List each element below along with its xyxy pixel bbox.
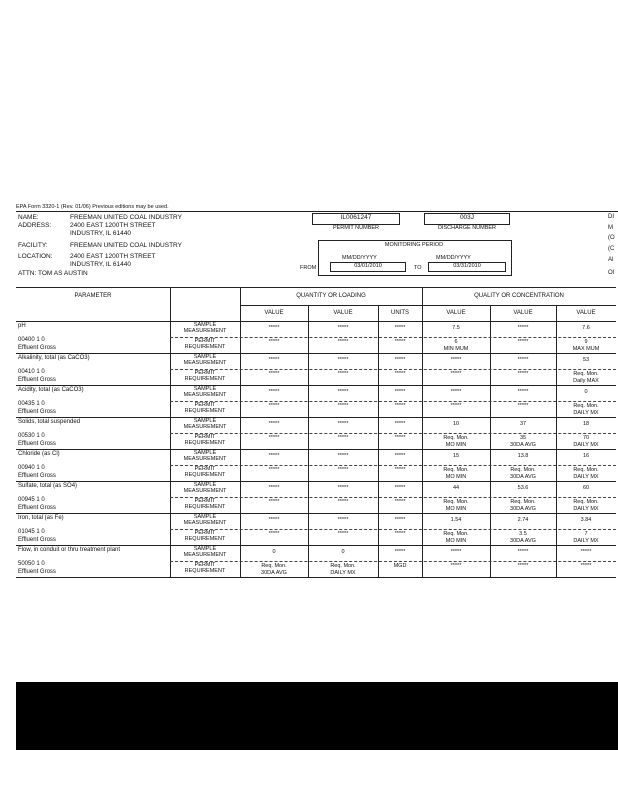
location-line2: INDUSTRY, IL 61440 [70,261,131,268]
permit-value: Req. Mon. DAILY MX [573,403,599,416]
permit-value: Req. Mon. 30DA AVG [510,499,536,512]
sample-value: ***** [268,389,280,395]
row-divider [16,545,616,546]
sample-value: 10 [452,421,460,427]
row-sub-divider [170,433,616,434]
sample-value: ***** [517,357,529,363]
sample-value: ***** [337,517,349,523]
row-sub-divider [170,561,616,562]
edge-letter: (O [608,235,615,241]
sample-measurement-label: SAMPLE MEASUREMENT [183,322,227,334]
header-subrule [240,305,616,306]
sample-value: ***** [268,517,280,523]
permit-value: ***** [394,467,406,473]
permit-value: ***** [450,371,462,377]
permit-value: ***** [268,531,280,537]
sample-value: ***** [337,389,349,395]
permit-value: ***** [268,403,280,409]
permit-number: IL0061247 [340,214,372,221]
sample-value: 3.84 [580,517,592,523]
permit-value: Req. Mon. MO MIN [443,467,469,480]
permit-requirement-label: PERMIT REQUIREMENT [184,498,226,510]
sample-measurement-label: SAMPLE MEASUREMENT [183,482,227,494]
to-date-box [428,262,506,272]
row-divider [16,481,616,482]
permit-value: 35 30DA AVG [510,435,536,448]
address-line2: INDUSTRY, IL 61440 [70,230,131,237]
permit-value: ***** [450,563,462,569]
sample-value: 37 [519,421,527,427]
permit-requirement-label: PERMIT REQUIREMENT [184,466,226,478]
parameter-code: 50050 1 0 [18,561,45,567]
parameter-name: Flow, in conduit or thru treatment plant [18,547,121,553]
parameter-name: Solids, total suspended [18,419,81,425]
permit-value: ***** [337,371,349,377]
from-label: FROM [300,265,317,271]
column-header-3: UNITS [391,310,409,316]
sample-value: ***** [337,485,349,491]
parameter-type: Effluent Gross [18,505,56,511]
row-divider [16,449,616,450]
to-format: MM/DD/YYYY [436,255,471,261]
permit-value: ***** [394,499,406,505]
sample-value: 13.8 [517,453,529,459]
sample-value: ***** [268,485,280,491]
sample-value: ***** [580,549,592,555]
sample-value: 1.54 [450,517,462,523]
address-line1: 2400 EAST 1200TH STREET [70,222,156,229]
column-header-2: VALUE [333,310,353,316]
parameter-type: Effluent Gross [18,345,56,351]
permit-value: ***** [517,563,529,569]
sample-value: ***** [450,549,462,555]
permit-value: ***** [517,403,529,409]
header-bottom-rule [16,321,616,322]
sample-value: ***** [394,357,406,363]
sample-value: 60 [582,485,590,491]
parameter-type: Effluent Gross [18,377,56,383]
row-sub-divider [170,337,616,338]
row-divider [16,513,616,514]
sample-value: ***** [517,389,529,395]
permit-requirement-label: PERMIT REQUIREMENT [184,338,226,350]
permit-value: ***** [394,435,406,441]
sample-value: 2.74 [517,517,529,523]
permit-value: ***** [337,339,349,345]
sample-measurement-label: SAMPLE MEASUREMENT [183,386,227,398]
row-sub-divider [170,369,616,370]
row-divider [16,417,616,418]
permit-value: ***** [337,467,349,473]
permit-value: ***** [394,531,406,537]
edge-letter: Al [608,257,614,263]
permit-value: 7 DAILY MX [573,531,599,544]
edge-letter: DI [608,214,614,220]
permit-value: Req. Mon. MO MIN [443,499,469,512]
form-note: EPA Form 3320-1 (Rev. 01/06) Previous editions may be used. [16,204,169,210]
permit-value: 9 MAX MUM [572,339,600,352]
permit-value: ***** [394,339,406,345]
sample-value: ***** [450,357,462,363]
location-line1: 2400 EAST 1200TH STREET [70,253,156,260]
permit-value: ***** [517,371,529,377]
sample-value: ***** [394,421,406,427]
sample-value: 16 [582,453,590,459]
edge-letter: (C [608,246,615,252]
to-label: TO [414,265,422,271]
sample-measurement-label: SAMPLE MEASUREMENT [183,514,227,526]
permit-value: 6 MIN MUM [443,339,469,352]
attn-line: ATTN: TOM AS AUSTIN [18,270,88,277]
parameter-name: Alkalinity, total (as CaCO3) [18,355,90,361]
sample-value: ***** [337,453,349,459]
sample-value: ***** [450,389,462,395]
permit-value: ***** [337,435,349,441]
sample-value: ***** [394,325,406,331]
parameter-type: Effluent Gross [18,441,56,447]
quality-header: QUALITY OR CONCENTRATION [474,293,564,299]
parameter-code: 01045 1 0 [18,529,45,535]
permit-value: Req. Mon. 30DA AVG [510,467,536,480]
discharge-number-label: DISCHARGE NUMBER [437,225,497,231]
permit-requirement-label: PERMIT REQUIREMENT [184,530,226,542]
sample-value: ***** [337,325,349,331]
permit-value: ***** [337,531,349,537]
permit-requirement-label: PERMIT REQUIREMENT [184,434,226,446]
sample-value: ***** [394,389,406,395]
permit-requirement-label: PERMIT REQUIREMENT [184,370,226,382]
name-value: FREEMAN UNITED COAL INDUSTRY [70,214,182,221]
permit-value: Req. Mon. DAILY MX [573,467,599,480]
from-date-box [330,262,406,272]
from-format: MM/DD/YYYY [342,255,377,261]
parameter-code: 00435 1 0 [18,401,45,407]
sample-value: 0 [272,549,276,555]
permit-value: ***** [268,499,280,505]
permit-value: ***** [337,499,349,505]
permit-value: 3.5 30DA AVG [510,531,536,544]
top-rule [16,211,618,212]
permit-value: Req. Mon. 30DA AVG [261,563,287,576]
location-label: LOCATION: [18,253,53,260]
dmr-table [16,287,616,607]
sample-value: ***** [394,517,406,523]
sample-value: 15 [452,453,460,459]
sample-value: 18 [582,421,590,427]
parameter-code: 00410 1 0 [18,369,45,375]
permit-value: ***** [337,403,349,409]
column-header-4: VALUE [446,310,466,316]
sample-value: 0 [584,389,588,395]
from-date: 03/01/2010 [354,263,382,269]
sample-measurement-label: SAMPLE MEASUREMENT [183,450,227,462]
sample-measurement-label: SAMPLE MEASUREMENT [183,354,227,366]
parameter-type: Effluent Gross [18,473,56,479]
sample-measurement-label: SAMPLE MEASUREMENT [183,546,227,558]
permit-value: ***** [394,371,406,377]
permit-requirement-label: PERMIT REQUIREMENT [184,402,226,414]
parameter-type: Effluent Gross [18,537,56,543]
sample-value: ***** [517,325,529,331]
facility-value: FREEMAN UNITED COAL INDUSTRY [70,242,182,249]
column-header-6: VALUE [576,310,596,316]
sample-value: 53 [582,357,590,363]
permit-value: ***** [394,403,406,409]
sample-value: 7.6 [582,325,590,331]
row-divider [16,353,616,354]
permit-value: ***** [450,403,462,409]
parameter-code: 00940 1 0 [18,465,45,471]
column-header-5: VALUE [513,310,533,316]
sample-value: ***** [337,357,349,363]
permit-value: Req. Mon. MO MIN [443,435,469,448]
permit-value: Req. Mon. MO MIN [443,531,469,544]
permit-value: 70 DAILY MX [573,435,599,448]
sample-value: ***** [268,453,280,459]
permit-number-label: PERMIT NUMBER [332,225,380,231]
sample-value: ***** [268,357,280,363]
edge-letter: M [608,225,613,231]
permit-value: Req. Mon. Daily MAX [573,371,599,384]
param-header: PARAMETER [74,293,112,299]
permit-value: ***** [268,467,280,473]
permit-value: MGD [393,563,407,569]
parameter-code: 00400 1 0 [18,337,45,343]
row-sub-divider [170,529,616,530]
parameter-name: Chloride (as Cl) [18,451,60,457]
row-sub-divider [170,497,616,498]
monitoring-period-title: MONITORING PERIOD [384,242,444,248]
permit-value: ***** [517,339,529,345]
parameter-code: 00530 1 0 [18,433,45,439]
sample-value: 44 [452,485,460,491]
to-date: 03/31/2010 [453,263,481,269]
sample-value: ***** [517,549,529,555]
parameter-type: Effluent Gross [18,409,56,415]
facility-label: FACILITY: [18,242,48,249]
permit-value: Req. Mon. DAILY MX [573,499,599,512]
parameter-name: Acidity, total (as CaCO3) [18,387,84,393]
sample-value: 7.5 [452,325,460,331]
table-top-rule [16,287,616,288]
parameter-name: pH [18,323,26,329]
permit-value: ***** [268,339,280,345]
column-header-1: VALUE [264,310,284,316]
parameter-name: Iron, total (as Fe) [18,515,64,521]
redaction-bar [16,682,618,750]
parameter-code: 00945 1 0 [18,497,45,503]
sample-value: ***** [268,421,280,427]
parameter-name: Sulfate, total (as SO4) [18,483,78,489]
permit-value: ***** [268,371,280,377]
permit-value: Req. Mon. DAILY MX [330,563,356,576]
sample-value: 53.6 [517,485,529,491]
sample-value: ***** [268,325,280,331]
permit-value: ***** [268,435,280,441]
sample-value: ***** [394,453,406,459]
discharge-number: 003J [459,214,475,221]
edge-letter: Ol [608,270,614,276]
row-sub-divider [170,465,616,466]
address-label: ADDRESS: [18,222,52,229]
row-divider [16,385,616,386]
permit-number-box [312,213,400,225]
sample-value: ***** [337,421,349,427]
quantity-header: QUANTITY OR LOADING [296,293,366,299]
discharge-number-box [424,213,510,225]
parameter-type: Effluent Gross [18,569,56,575]
row-divider [16,577,616,578]
permit-requirement-label: PERMIT REQUIREMENT [184,562,226,574]
name-label: NAME: [18,214,39,221]
sample-measurement-label: SAMPLE MEASUREMENT [183,418,227,430]
row-sub-divider [170,401,616,402]
permit-value: ***** [580,563,592,569]
sample-value: ***** [394,485,406,491]
sample-value: ***** [394,549,406,555]
sample-value: 0 [341,549,345,555]
